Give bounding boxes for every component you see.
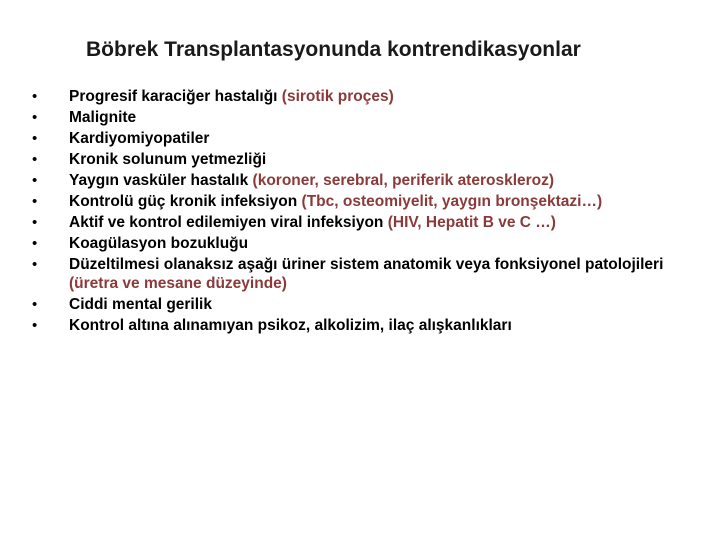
item-main-text: Aktif ve kontrol edilemiyen viral infeksiyon [69, 214, 388, 231]
list-item [32, 193, 702, 212]
list-item [32, 235, 702, 254]
bullet-icon: • [32, 193, 38, 210]
list-item [32, 256, 702, 293]
list-item [32, 214, 702, 233]
list-item [32, 109, 702, 128]
contraindication-list [32, 88, 702, 338]
bullet-icon: • [32, 109, 38, 126]
bullet-icon: • [32, 256, 38, 273]
item-detail-text: (koroner, serebral, periferik ateroskleroz) [252, 172, 555, 189]
bullet-icon: • [32, 295, 38, 313]
item-main-text: Kronik solunum yetmezliği [69, 151, 267, 168]
list-item [32, 130, 702, 149]
bullet-icon: • [32, 151, 38, 168]
bullet-icon: • [32, 172, 38, 189]
list-item [32, 317, 702, 336]
item-main-text: Ciddi mental gerilik [69, 295, 212, 313]
item-main-text: Kardiyomiyopatiler [69, 130, 210, 147]
bullet-icon: • [32, 316, 38, 334]
list-item [32, 172, 702, 191]
item-main-text: Kontrolü güç kronik infeksiyon [69, 193, 302, 210]
bullet-icon: • [32, 235, 38, 252]
item-main-text: Kontrol altına alınamıyan psikoz, alkolizim, ilaç alışkanlıkları [69, 316, 512, 334]
bullet-icon: • [32, 130, 38, 147]
item-detail-text: (üretra ve mesane düzeyinde) [69, 274, 287, 292]
item-main-text: Düzeltilmesi olanaksız aşağı üriner sistem anatomik veya fonksiyonel patolojileri [69, 256, 664, 273]
slide-title: Böbrek Transplantasyonunda kontrendikasyonlar [86, 38, 581, 61]
item-main-text: Malignite [69, 109, 137, 126]
list-item [32, 151, 702, 170]
item-main-text: Koagülasyon bozukluğu [69, 235, 249, 252]
list-item [32, 88, 702, 107]
item-detail-text: (HIV, Hepatit B ve C …) [387, 214, 556, 231]
bullet-icon: • [32, 214, 38, 231]
list-item [32, 296, 702, 315]
item-main-text: Progresif karaciğer hastalığı [69, 88, 282, 105]
bullet-icon: • [32, 88, 38, 105]
item-detail-text: (sirotik proçes) [281, 88, 394, 105]
item-main-text: Yaygın vasküler hastalık [69, 172, 253, 189]
item-detail-text: (Tbc, osteomiyelit, yaygın bronşektazi…) [301, 193, 603, 210]
